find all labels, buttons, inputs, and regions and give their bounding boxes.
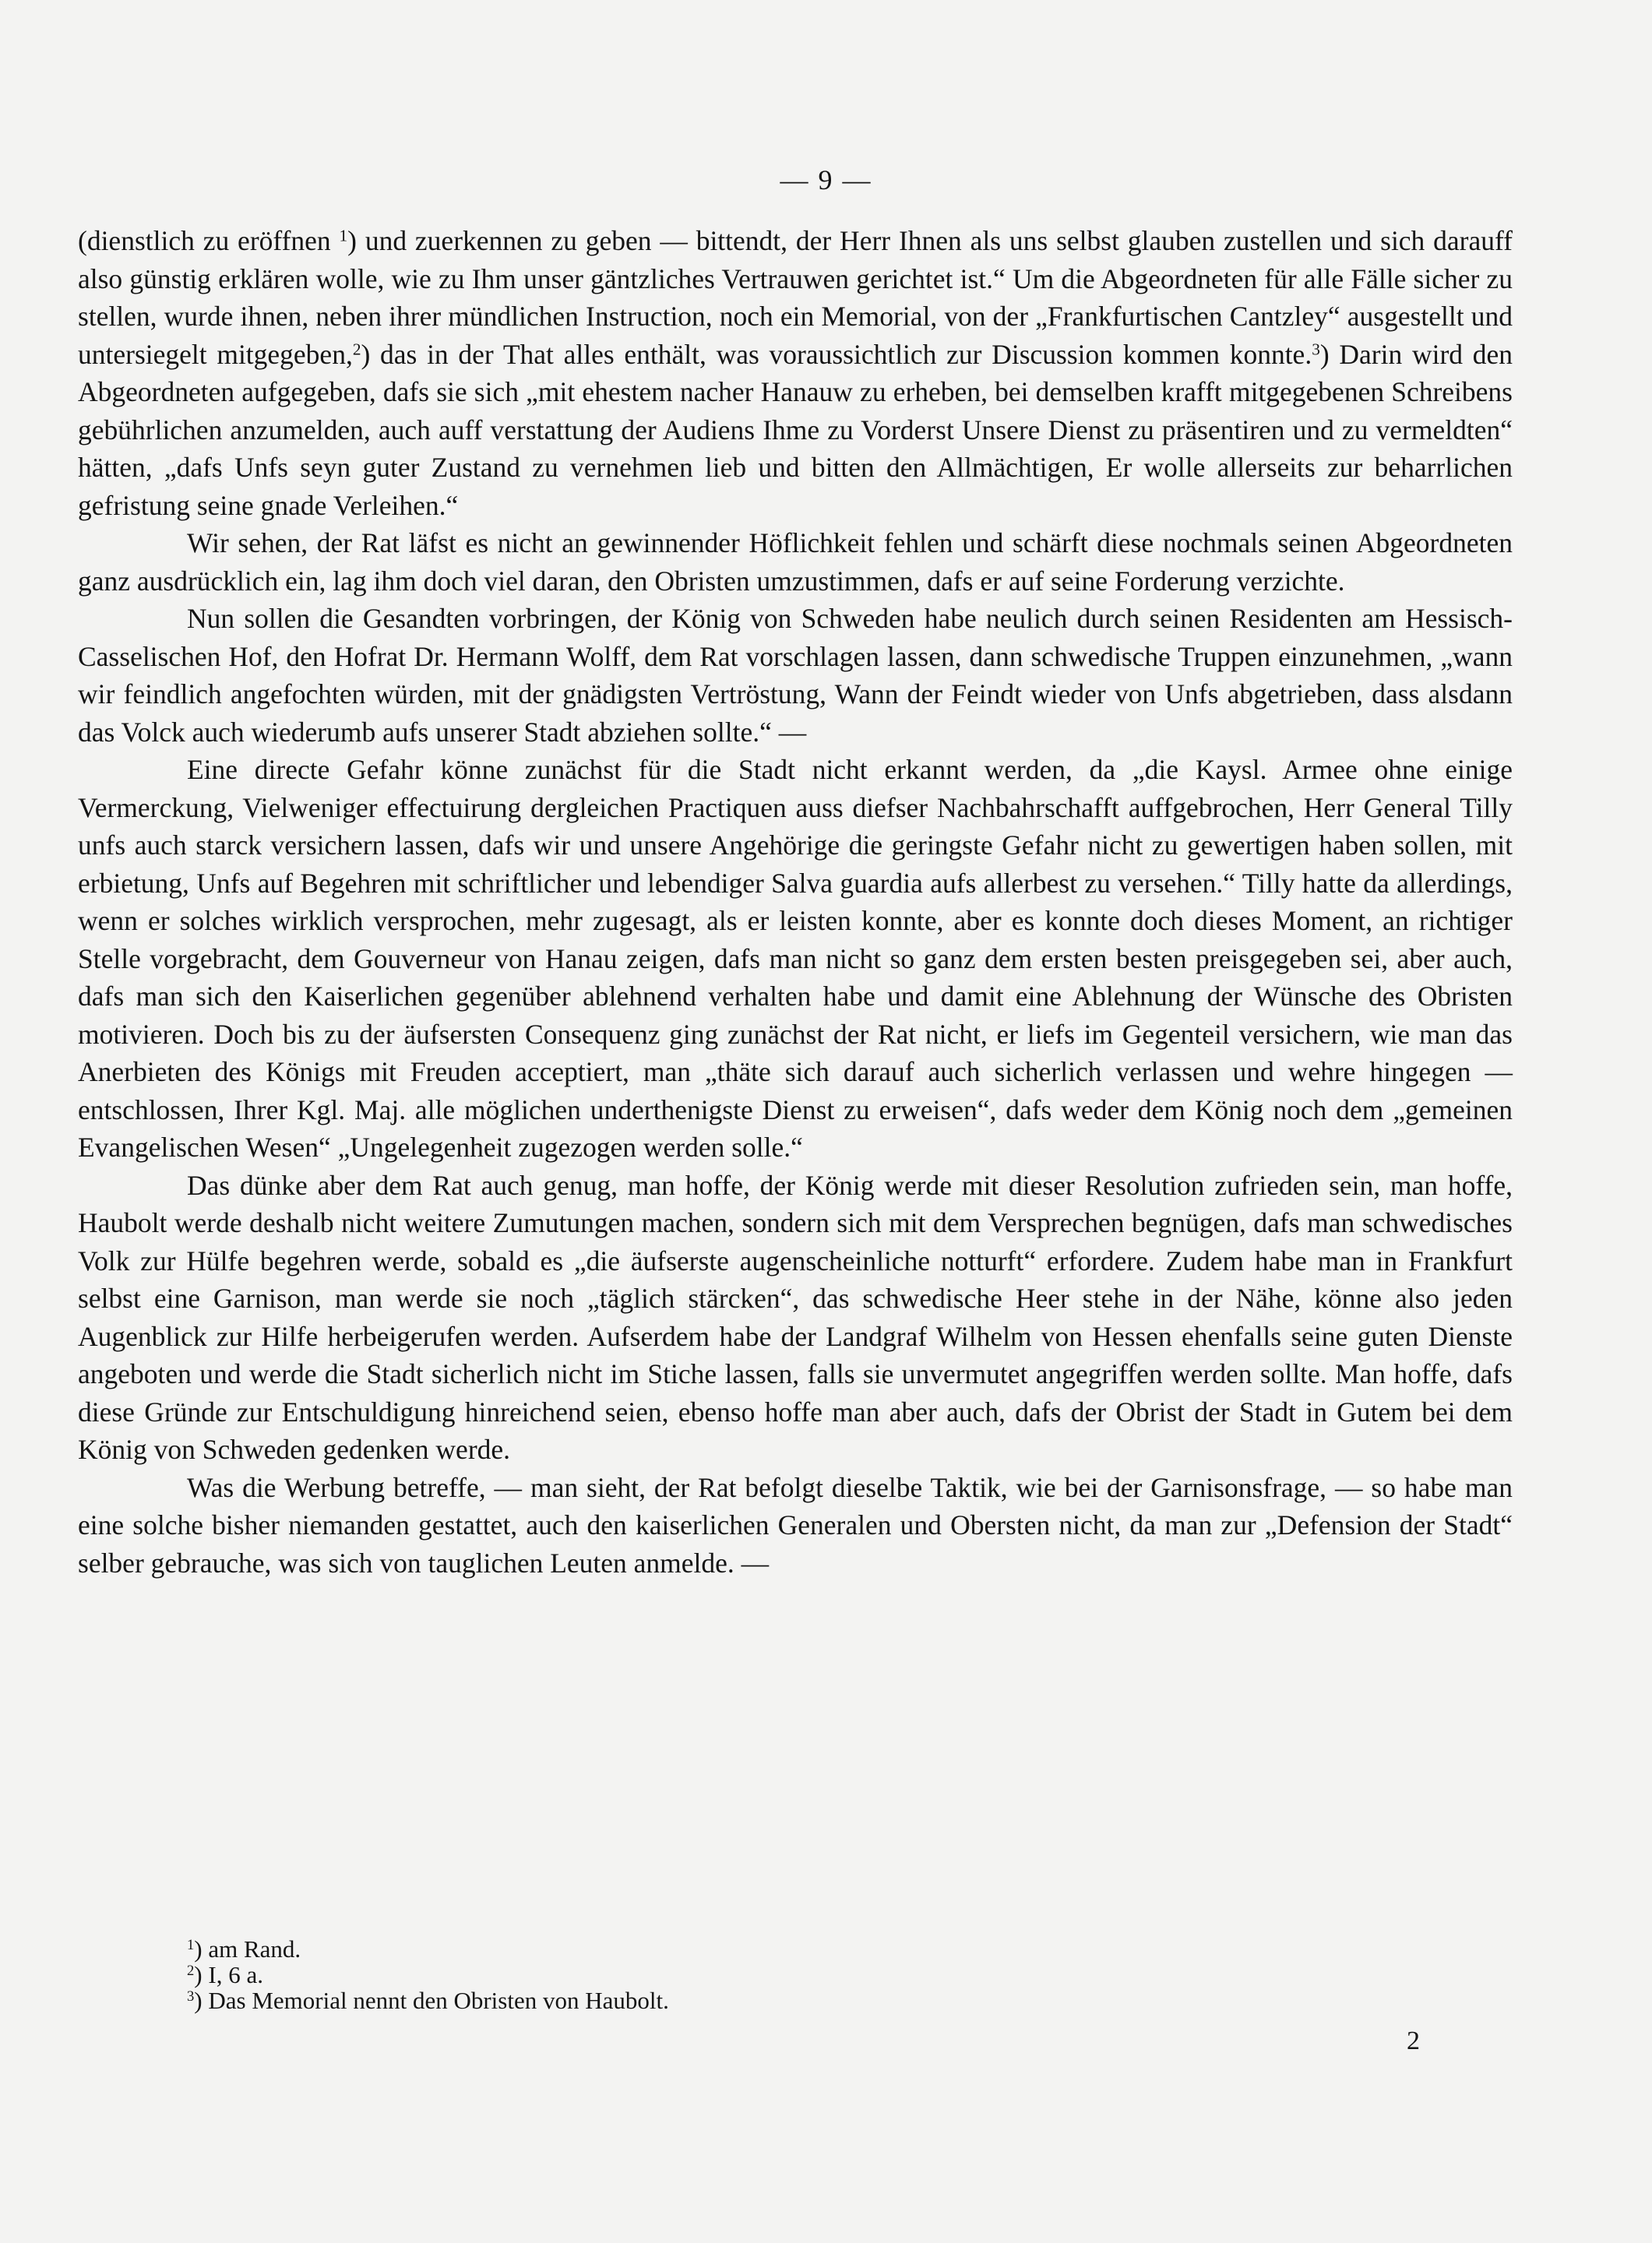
footnote-text: ) I, 6 a. (194, 1961, 263, 1988)
footnote-mark: 2 (187, 1962, 195, 1979)
paragraph (78, 1167, 1513, 1469)
footnotes (187, 1936, 1433, 2013)
footnote-reference: 3 (1312, 339, 1320, 358)
text-segment: Das dünke aber dem Rat auch genug, man hoffe, der König werde mit dieser Resolution zufrieden sein, man hoffe, Haubolt werde deshalb nicht weitere Zumutungen machen, sondern sich mit dem Versprechen begnügen, dafs man schwedisches Volk zur Hülfe begehren werde, sobald es „die äufserste augenscheinliche notturft“ erfordere. Zudem habe man in Frankfurt selbst eine Garnison, man werde sie noch „täglich stärcken“, das schwedische Heer stehe in der Nähe, könne also jeden Augenblick zur Hilfe herbeigerufen werden. Aufserdem habe der Landgraf Wilhelm von Hessen ehenfalls seine guten Dienste angeboten und werde die Stadt sicherlich nicht im Stiche lassen, falls sie unvermutet angegriffen werden sollte. Man hoffe, dafs diese Gründe zur Entschuldigung hinreichend seien, ebenso hoffe man aber auch, dafs der Obrist der Stadt in Gutem bei dem König von Schweden gedenken werde. (78, 1169, 1513, 1465)
paragraph (78, 222, 1513, 524)
footnote (187, 1936, 1433, 1962)
text-segment: Eine directe Gefahr könne zunächst für die Stadt nicht erkannt werden, da „die Kaysl. Armee ohne einige Vermerckung, Vielweniger effectuirung dergleichen Practiquen auss diefser Nachbahrschafft auffgebrochen, Herr General Tilly unfs auch starck versichern lassen, dafs wir und unsere Angehörige die geringste Gefahr nicht zu gewertigen haben sollen, mit erbietung, Unfs auf Begehren mit schriftlicher und lebendiger Salva guardia aufs allerbest zu versehen.“ Tilly hatte da allerdings, wenn er solches wirklich versprochen, mehr zugesagt, als er leisten konnte, aber es konnte doch dieses Moment, an richtiger Stelle vorgebracht, dem Gouverneur von Hanau zeigen, dafs man nicht so ganz dem ersten besten preisgegeben sei, aber auch, dafs man sich den Kaiserlichen gegenüber ablehnend verhalten habe und damit eine Ablehnung der Wünsche des Obristen motivieren. Doch bis zu der äufsersten Consequenz ging zunächst der Rat nicht, er liefs im Gegenteil versichern, wie man das Anerbieten des Königs mit Freuden acceptiert, man „thäte sich darauf auch sicherlich verlassen und wehre hingegen — entschlossen, Ihrer Kgl. Maj. alle möglichen underthenigste Dienst zu erweisen“, dafs weder dem König noch dem „gemeinen Evangelischen Wesen“ „Ungelegenheit zugezogen werden solle.“ (78, 754, 1513, 1163)
paragraph (78, 600, 1513, 751)
text-segment: (dienstlich zu eröffnen (78, 225, 340, 256)
footnote-mark: 1 (187, 1936, 195, 1953)
text-segment: Wir sehen, der Rat läfst es nicht an gewinnender Höflichkeit fehlen und schärft diese nochmals seinen Abgeordneten ganz ausdrücklich ein, lag ihm doch viel daran, den Obristen umzustimmen, dafs er auf seine Forderung verzichte. (78, 527, 1513, 597)
text-segment: Was die Werbung betreffe, — man sieht, der Rat befolgt dieselbe Taktik, wie bei der Garnisonsfrage, — so habe man eine solche bisher niemanden gestattet, auch den kaiserlichen Generalen und Obersten nicht, da man zur „Defension der Stadt“ selber gebrauche, was sich von tauglichen Leuten anmelde. — (78, 1471, 1513, 1579)
page-number: — 9 — (780, 164, 872, 195)
paragraph (78, 751, 1513, 1167)
paragraph (78, 524, 1513, 600)
paragraph (78, 1469, 1513, 1583)
text-segment: ) und zuerkennen zu geben — bittendt, der Herr Ihnen als uns selbst glauben zustellen und sich darauff also günstig erklären wolle, wie zu Ihm unser gäntzliches Vertrauwen gerichtet ist.“ Um die Abgeordneten für alle Fälle sicher zu stellen, wurde ihnen, neben ihrer mündlichen Instruction, noch ein Memorial, von der „Frankfurtischen Cantzley“ ausgestellt und untersiegelt mitgegeben, (78, 225, 1513, 370)
footnote-mark: 3 (187, 1988, 195, 2005)
footnote-text: ) am Rand. (194, 1935, 301, 1963)
footnote-reference: 2 (352, 339, 361, 358)
footnote (187, 1962, 1433, 1988)
text-segment: ) Darin wird den Abgeordneten aufgegeben, dafs sie sich „mit ehestem nacher Hanauw zu erheben, bei demselben krafft mitgegebenen Schreibens gebührlichen anzumelden, auch auff verstattung der Audiens Ihme zu Vorderst Unsere Dienst zu präsentiren und zu vermeldten“ hätten, „dafs Unfs seyn guter Zustand zu vernehmen lieb und bitten den Allmächtigen, Er wolle allerseits zur beharrlichen gefristung seine gnade Verleihen.“ (78, 338, 1513, 521)
footnote (187, 1988, 1433, 2013)
text-segment: Nun sollen die Gesandten vorbringen, der König von Schweden habe neulich durch seinen Residenten am Hessisch-Casselischen Hof, den Hofrat Dr. Hermann Wolff, dem Rat vorschlagen lassen, dann schwedische Truppen einzunehmen, „wann wir feindlich angefochten würden, mit der gnädigsten Vertröstung, Wann der Feindt wieder von Unfs abgetrieben, dass alsdann das Volck auch wiederumb aufs unserer Stadt abziehen sollte.“ — (78, 603, 1513, 748)
signature-mark: 2 (1407, 2026, 1420, 2055)
text-segment: ) das in der That alles enthält, was voraussichtlich zur Discussion kommen konnte. (361, 338, 1312, 370)
footnote-text: ) Das Memorial nennt den Obristen von Haubolt. (194, 1987, 669, 2014)
body-text (78, 222, 1513, 1582)
footnote-reference: 1 (339, 226, 348, 245)
